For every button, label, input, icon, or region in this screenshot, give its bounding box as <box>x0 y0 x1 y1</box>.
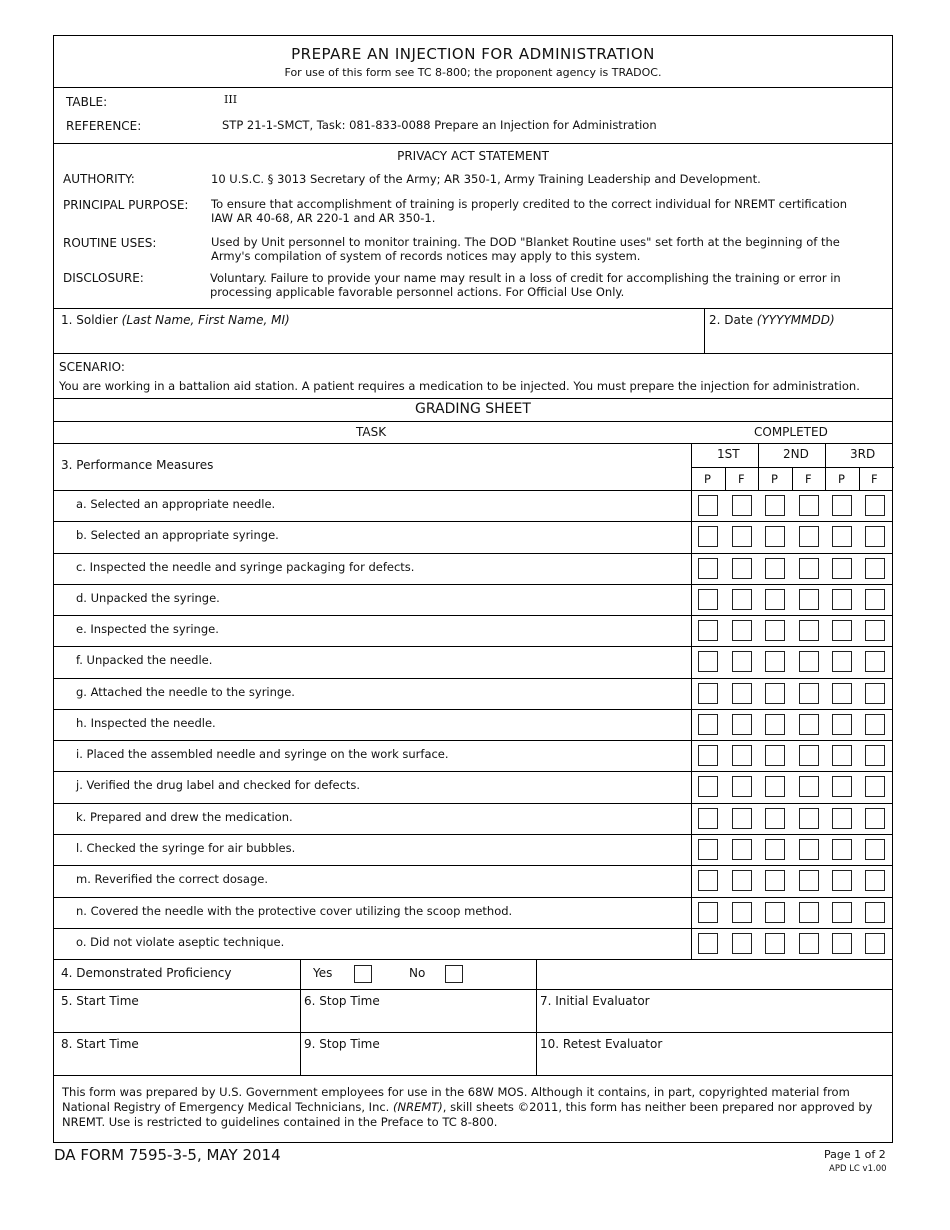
fail-checkbox[interactable] <box>799 589 819 610</box>
proficiency-label: 4. Demonstrated Proficiency <box>61 966 232 980</box>
pass-checkbox[interactable] <box>832 808 852 829</box>
grading-heading-row <box>54 399 892 422</box>
fail-checkbox[interactable] <box>732 839 752 860</box>
pass-checkbox[interactable] <box>832 495 852 516</box>
form-header <box>54 36 892 88</box>
fail-checkbox[interactable] <box>865 714 885 735</box>
pass-checkbox[interactable] <box>765 683 785 704</box>
pass-checkbox[interactable] <box>765 839 785 860</box>
pass-checkbox[interactable] <box>698 620 718 641</box>
pass-checkbox[interactable] <box>698 902 718 923</box>
reference-label: REFERENCE: <box>66 119 142 133</box>
divider <box>758 467 759 491</box>
pass-checkbox[interactable] <box>832 745 852 766</box>
fail-checkbox[interactable] <box>865 620 885 641</box>
times-row-1 <box>54 990 892 1033</box>
divider <box>300 960 301 990</box>
fail-checkbox[interactable] <box>865 683 885 704</box>
pass-checkbox[interactable] <box>765 495 785 516</box>
pass-checkbox[interactable] <box>765 933 785 954</box>
pass-column-label: P <box>704 472 711 486</box>
disclosure-text: Voluntary. Failure to provide your name may result in a loss of credit for accomplishing the training or error in processing applicable favorable personnel actions. For Official Use Only. <box>210 271 841 299</box>
pass-checkbox[interactable] <box>832 683 852 704</box>
purpose-label: PRINCIPAL PURPOSE: <box>63 198 189 212</box>
measure-row <box>54 679 892 710</box>
divider <box>691 616 692 647</box>
soldier-section <box>54 309 892 354</box>
retest-evaluator-field[interactable]: 10. Retest Evaluator <box>540 1037 663 1051</box>
scenario-text: You are working in a battalion aid station. A patient requires a medication to be injected. You must prepare the injection for administration. <box>59 379 860 393</box>
pass-checkbox[interactable] <box>698 808 718 829</box>
authority-label: AUTHORITY: <box>63 172 135 186</box>
authority-text: 10 U.S.C. § 3013 Secretary of the Army; AR 350-1, Army Training Leadership and Development. <box>211 172 761 186</box>
pass-checkbox[interactable] <box>765 776 785 797</box>
measure-text: b. Selected an appropriate syringe. <box>76 528 279 543</box>
pass-checkbox[interactable] <box>832 714 852 735</box>
fail-checkbox[interactable] <box>865 839 885 860</box>
date-field[interactable] <box>709 313 835 327</box>
divider <box>691 866 692 897</box>
pass-checkbox[interactable] <box>832 589 852 610</box>
attempt-3rd: 3RD <box>850 447 876 461</box>
pass-checkbox[interactable] <box>765 589 785 610</box>
fail-checkbox[interactable] <box>732 558 752 579</box>
form-id: DA FORM 7595-3-5, MAY 2014 <box>54 1146 281 1164</box>
form-version: APD LC v1.00 <box>829 1164 887 1174</box>
measure-row <box>54 616 892 647</box>
fail-column-label: F <box>738 472 745 486</box>
pass-checkbox[interactable] <box>765 651 785 672</box>
form-subtitle: For use of this form see TC 8-800; the proponent agency is TRADOC. <box>284 66 662 79</box>
soldier-field[interactable] <box>61 313 290 327</box>
attempt-2nd: 2ND <box>783 447 809 461</box>
measure-text: n. Covered the needle with the protective cover utilizing the scoop method. <box>76 903 513 918</box>
divider <box>691 835 692 866</box>
measure-text: c. Inspected the needle and syringe packaging for defects. <box>76 559 415 574</box>
fail-checkbox[interactable] <box>865 589 885 610</box>
divider <box>691 804 692 835</box>
fail-checkbox[interactable] <box>732 745 752 766</box>
fail-checkbox[interactable] <box>865 495 885 516</box>
date-label: 2. Date <box>709 313 757 327</box>
measure-text: a. Selected an appropriate needle. <box>76 497 276 511</box>
privacy-heading: PRIVACY ACT STATEMENT <box>397 149 549 163</box>
pass-checkbox[interactable] <box>832 902 852 923</box>
fail-checkbox[interactable] <box>799 933 819 954</box>
measure-row <box>54 522 892 553</box>
divider <box>691 491 692 522</box>
divider <box>691 929 692 960</box>
pass-checkbox[interactable] <box>698 745 718 766</box>
pass-checkbox[interactable] <box>698 589 718 610</box>
divider <box>300 1033 301 1076</box>
pass-checkbox[interactable] <box>698 714 718 735</box>
fail-checkbox[interactable] <box>732 651 752 672</box>
measure-text: d. Unpacked the syringe. <box>76 590 220 605</box>
pass-checkbox[interactable] <box>832 558 852 579</box>
fail-checkbox[interactable] <box>865 651 885 672</box>
attempt-1st: 1ST <box>717 447 740 461</box>
measure-text: j. Verified the drug label and checked for defects. <box>76 778 361 793</box>
fail-checkbox[interactable] <box>732 776 752 797</box>
divider <box>691 898 692 929</box>
disclosure-label: DISCLOSURE: <box>63 271 144 285</box>
divider <box>691 772 692 803</box>
fail-checkbox[interactable] <box>865 808 885 829</box>
measures-header <box>54 444 892 491</box>
fail-checkbox[interactable] <box>732 714 752 735</box>
pass-checkbox[interactable] <box>698 776 718 797</box>
completed-header: COMPLETED <box>754 425 828 439</box>
fail-checkbox[interactable] <box>732 620 752 641</box>
fail-checkbox[interactable] <box>732 902 752 923</box>
pass-checkbox[interactable] <box>698 683 718 704</box>
divider <box>825 467 826 491</box>
routine-uses-text: Used by Unit personnel to monitor training. The DOD "Blanket Routine uses" set forth at the beginning of the Army's compilation of system of records notices may apply to this system. <box>211 235 840 263</box>
divider <box>758 444 759 467</box>
pass-checkbox[interactable] <box>832 839 852 860</box>
reference-value: STP 21-1-SMCT, Task: 081-833-0088 Prepare an Injection for Administration <box>222 118 657 132</box>
fail-checkbox[interactable] <box>799 651 819 672</box>
measure-text: k. Prepared and drew the medication. <box>76 809 293 824</box>
divider <box>792 467 793 491</box>
pass-checkbox[interactable] <box>765 745 785 766</box>
measure-row <box>54 898 892 929</box>
fail-checkbox[interactable] <box>799 558 819 579</box>
measures-label: 3. Performance Measures <box>61 458 214 472</box>
fail-checkbox[interactable] <box>799 495 819 516</box>
proficiency-row <box>54 960 892 990</box>
soldier-label: 1. Soldier <box>61 313 122 327</box>
pass-column-label: P <box>838 472 845 486</box>
fail-checkbox[interactable] <box>799 870 819 891</box>
fail-checkbox[interactable] <box>732 683 752 704</box>
measure-text: e. Inspected the syringe. <box>76 622 219 637</box>
task-header-row <box>54 422 892 444</box>
start-time-field[interactable]: 5. Start Time <box>61 994 139 1008</box>
pass-checkbox[interactable] <box>698 526 718 547</box>
fail-checkbox[interactable] <box>799 902 819 923</box>
pass-checkbox[interactable] <box>832 776 852 797</box>
divider <box>691 554 692 585</box>
divider <box>536 990 537 1033</box>
pass-checkbox[interactable] <box>698 651 718 672</box>
pass-checkbox[interactable] <box>698 933 718 954</box>
fail-checkbox[interactable] <box>799 745 819 766</box>
divider <box>691 679 692 710</box>
yes-checkbox[interactable] <box>354 965 372 983</box>
measure-text: o. Did not violate aseptic technique. <box>76 934 285 949</box>
divider <box>704 309 705 354</box>
measure-text: f. Unpacked the needle. <box>76 653 213 668</box>
divider <box>691 710 692 741</box>
measure-text: i. Placed the assembled needle and syringe on the work surface. <box>76 747 449 762</box>
fail-checkbox[interactable] <box>799 714 819 735</box>
pass-checkbox[interactable] <box>765 870 785 891</box>
page-number: Page 1 of 2 <box>824 1148 886 1161</box>
info-section <box>54 88 892 144</box>
measure-text: l. Checked the syringe for air bubbles. <box>76 840 296 855</box>
task-header: TASK <box>356 425 387 439</box>
pass-checkbox[interactable] <box>832 620 852 641</box>
divider <box>691 741 692 772</box>
fail-checkbox[interactable] <box>799 526 819 547</box>
initial-evaluator-field[interactable]: 7. Initial Evaluator <box>540 994 650 1008</box>
purpose-text: To ensure that accomplishment of training is properly credited to the correct individual for NREMT certification IAW AR 40-68, AR 220-1 and AR 350-1. <box>211 197 848 225</box>
pass-checkbox[interactable] <box>832 933 852 954</box>
divider <box>691 647 692 678</box>
measure-row <box>54 866 892 897</box>
measure-row <box>54 491 892 522</box>
date-hint: (YYYYMMDD) <box>756 313 835 327</box>
pass-checkbox[interactable] <box>832 870 852 891</box>
fail-checkbox[interactable] <box>732 870 752 891</box>
routine-uses-label: ROUTINE USES: <box>63 236 157 250</box>
divider <box>536 960 537 990</box>
fail-checkbox[interactable] <box>732 526 752 547</box>
fail-checkbox[interactable] <box>865 902 885 923</box>
retest-start-time-field[interactable]: 8. Start Time <box>61 1037 139 1051</box>
divider <box>536 1033 537 1076</box>
measure-row <box>54 772 892 803</box>
pass-checkbox[interactable] <box>765 714 785 735</box>
privacy-section <box>54 144 892 309</box>
fail-checkbox[interactable] <box>799 776 819 797</box>
fail-checkbox[interactable] <box>732 589 752 610</box>
fail-checkbox[interactable] <box>799 808 819 829</box>
pass-checkbox[interactable] <box>698 839 718 860</box>
stop-time-field[interactable]: 6. Stop Time <box>304 994 380 1008</box>
fail-checkbox[interactable] <box>865 526 885 547</box>
pass-column-label: P <box>771 472 778 486</box>
measure-text: h. Inspected the needle. <box>76 715 216 730</box>
divider <box>691 585 692 616</box>
no-checkbox[interactable] <box>445 965 463 983</box>
measure-row <box>54 804 892 835</box>
note-italic: (NREMT) <box>393 1100 443 1114</box>
pass-checkbox[interactable] <box>698 870 718 891</box>
fail-checkbox[interactable] <box>865 558 885 579</box>
pass-checkbox[interactable] <box>765 526 785 547</box>
scenario-section <box>54 354 892 399</box>
copyright-note <box>62 1085 877 1130</box>
table-value: III <box>224 93 238 106</box>
pass-checkbox[interactable] <box>698 495 718 516</box>
pass-checkbox[interactable] <box>765 808 785 829</box>
measure-row <box>54 835 892 866</box>
form-frame <box>53 35 893 1143</box>
fail-column-label: F <box>805 472 812 486</box>
fail-checkbox[interactable] <box>799 620 819 641</box>
fail-checkbox[interactable] <box>799 839 819 860</box>
measure-row <box>54 710 892 741</box>
measure-row <box>54 647 892 678</box>
pass-checkbox[interactable] <box>832 526 852 547</box>
pass-checkbox[interactable] <box>765 902 785 923</box>
note-part-1: This form was prepared by U.S. Government employees for use in the 68W MOS. Although it contains, in part, copyrighted material from National Registry of Emergency Medical Technicians, Inc. <box>62 1085 850 1114</box>
measure-row <box>54 929 892 960</box>
divider <box>300 990 301 1033</box>
divider <box>859 467 860 491</box>
pass-checkbox[interactable] <box>832 651 852 672</box>
grading-heading: GRADING SHEET <box>415 401 531 417</box>
pass-checkbox[interactable] <box>765 620 785 641</box>
scenario-label: SCENARIO: <box>59 360 125 374</box>
fail-checkbox[interactable] <box>732 808 752 829</box>
form-title: PREPARE AN INJECTION FOR ADMINISTRATION <box>291 45 655 63</box>
soldier-hint: (Last Name, First Name, MI) <box>121 313 290 327</box>
fail-checkbox[interactable] <box>865 776 885 797</box>
measure-row <box>54 585 892 616</box>
times-row-2 <box>54 1033 892 1076</box>
retest-stop-time-field[interactable]: 9. Stop Time <box>304 1037 380 1051</box>
fail-checkbox[interactable] <box>865 745 885 766</box>
measure-text: m. Reverified the correct dosage. <box>76 872 268 887</box>
pass-checkbox[interactable] <box>765 558 785 579</box>
fail-checkbox[interactable] <box>799 683 819 704</box>
divider <box>825 444 826 467</box>
no-label: No <box>409 966 426 980</box>
measure-row <box>54 554 892 585</box>
divider <box>725 467 726 491</box>
yes-label: Yes <box>313 966 333 980</box>
fail-checkbox[interactable] <box>732 933 752 954</box>
fail-checkbox[interactable] <box>865 870 885 891</box>
table-label: TABLE: <box>66 95 108 109</box>
pass-checkbox[interactable] <box>698 558 718 579</box>
measure-row <box>54 741 892 772</box>
divider <box>691 522 692 553</box>
measure-text: g. Attached the needle to the syringe. <box>76 684 295 699</box>
fail-checkbox[interactable] <box>865 933 885 954</box>
fail-column-label: F <box>871 472 878 486</box>
fail-checkbox[interactable] <box>732 495 752 516</box>
note-part-2: , skill sheets ©2011, this form has neither been prepared nor approved by NREMT. Use is restricted to guidelines contained in the Preface to TC 8-800. <box>62 1100 873 1129</box>
